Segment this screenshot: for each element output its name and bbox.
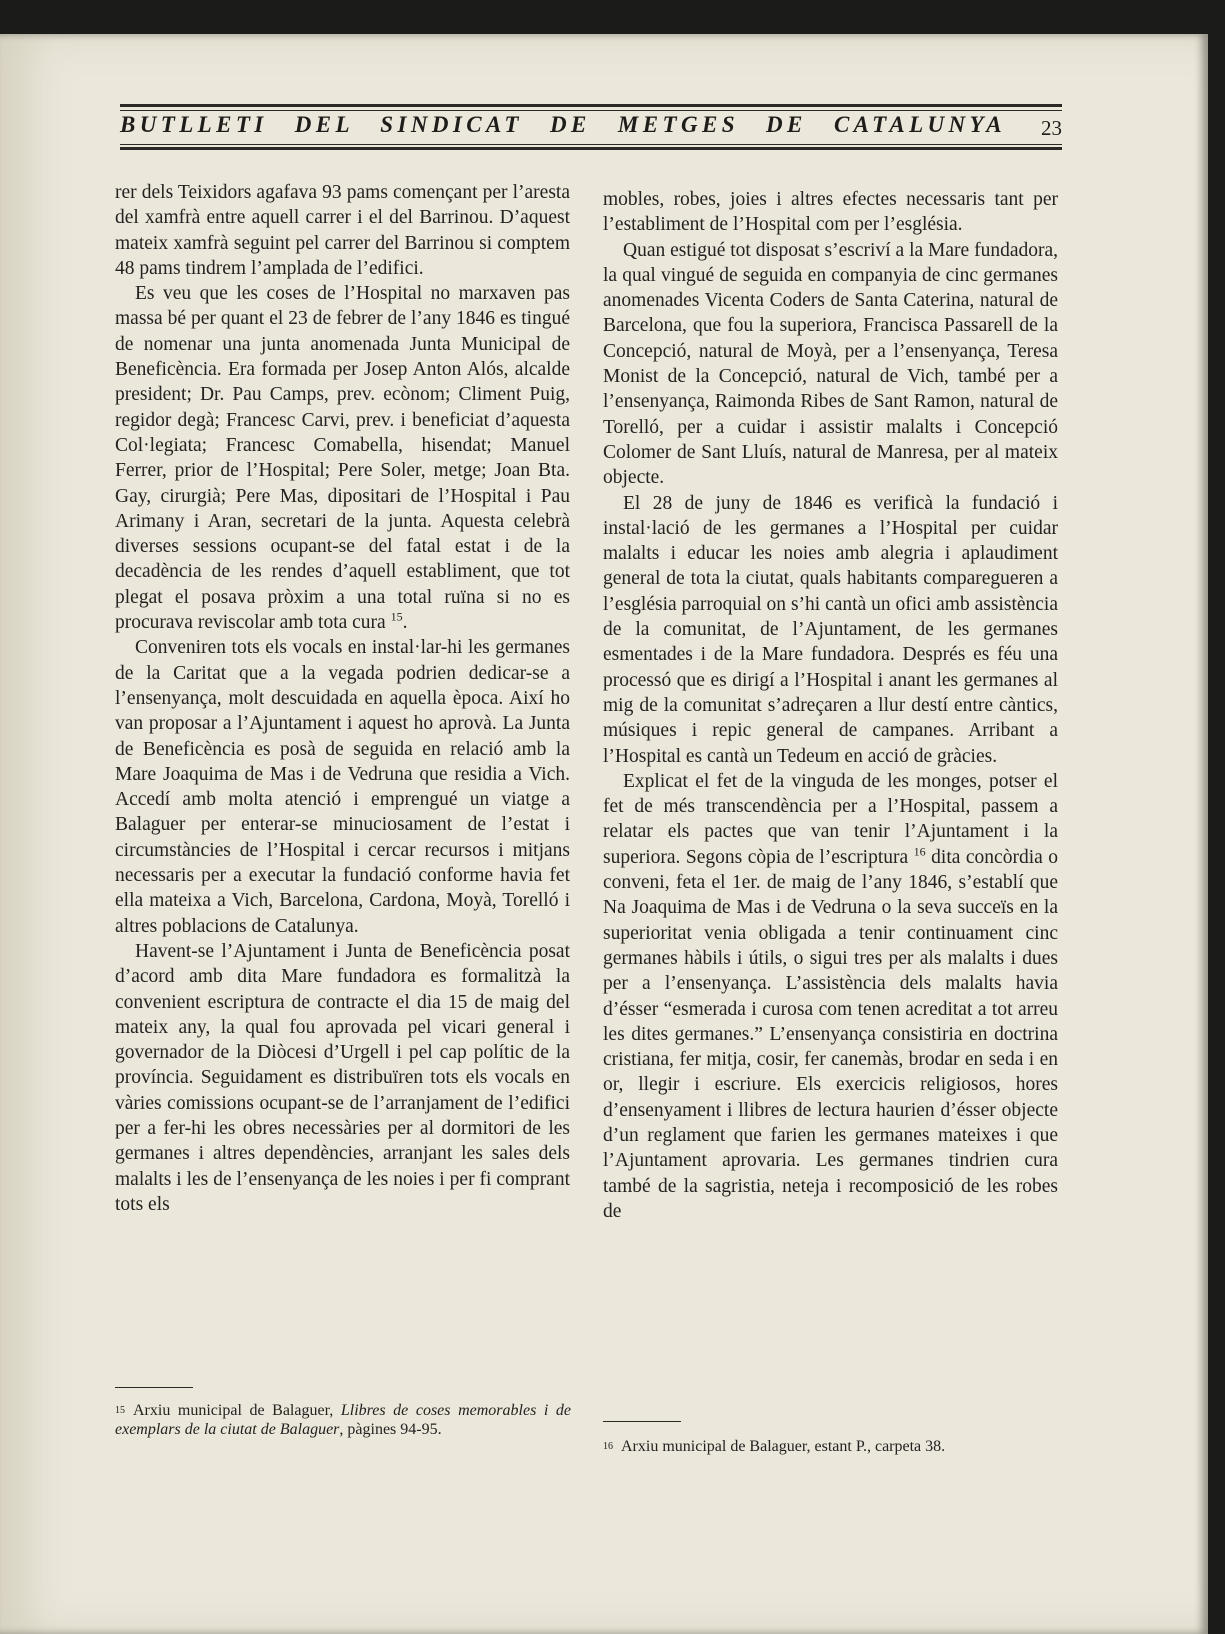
footnote-text: Arxiu municipal de Balaguer, estant P., carpeta 38. bbox=[621, 1438, 946, 1455]
header-rule-bottom bbox=[120, 147, 1062, 150]
footnote-title: Llibres de coses memorables i de exemplars de la ciutat de Balaguer bbox=[115, 1402, 571, 1438]
paragraph: Havent-se l’Ajuntament i Junta de Beneficència posat d’acord amb dita Mare fundadora es formalitzà la convenient escriptura de contracte el dia 15 de maig del mateix any, la qual fou aprovada pel vicari general i governador de la Diòcesi d’Urgell i pel cap polític de la província. Seguidament es distribuïren tots els vocals en vàries comissions ocupant-se de l’arranjament de l’edifici per a fer-hi les obres necessàries per al dormitori de les germanes i altres dependències, arranjant les sales dels malalts i les de l’ensenyança de les noies i per fi comprant tots els bbox=[115, 940, 570, 1215]
footnote-text-end: , pàgines 94-95. bbox=[339, 1420, 442, 1438]
paragraph: mobles, robes, joies i altres efectes necessaris tant per l’establiment de l’Hospital com per l’església. bbox=[603, 189, 1058, 236]
footnote-number: 15 bbox=[115, 1405, 125, 1416]
footnote-ref: 15 bbox=[390, 609, 403, 624]
footnote-number: 16 bbox=[603, 1441, 613, 1452]
right-column bbox=[603, 187, 1058, 1224]
footnote-15 bbox=[115, 1402, 571, 1439]
paragraph: Conveniren tots els vocals en instal·lar-hi les germanes de la Caritat que a la vegada podrien dedicar-se a l’ensenyança, molt descuidada en aquella època. Així ho van proposar a l’Ajuntament i aquest ho aprovà. La Junta de Beneficència es posà de seguida en relació amb la Mare Joaquima de Mas i de Vedruna que residia a Vich. Accedí amb molta atenció i emprengué un viatge a Balaguer per enterar-se minuciosament de l’estat i circumstàncies de l’Hospital i cercar recursos i mitjans necessaris per a executar la fundació conforme havia fet ella mateixa a Vich, Barcelona, Cardona, Moyà, Torelló i altres poblacions de Catalunya. bbox=[115, 637, 570, 937]
header-rule-top-thin bbox=[120, 110, 1062, 111]
footnote-rule bbox=[115, 1387, 193, 1388]
running-header bbox=[120, 104, 1062, 156]
paragraph: rer dels Teixidors agafava 93 pams començant per l’aresta del xamfrà entre aquell carrer i el del Barrinou. D’aquest mateix xamfrà seguint pel carrer del Barrinou si comptem 48 pams tindrem l’amplada de l’edifici. bbox=[115, 182, 570, 279]
header-rule-top bbox=[120, 104, 1062, 107]
left-column bbox=[115, 180, 570, 1217]
paragraph bbox=[603, 769, 1058, 1224]
footnote-16 bbox=[603, 1438, 1058, 1457]
paragraph-text: Explicat el fet de la vinguda de les monges, potser el fet de més transcendència per a l’Hospital, passem a relatar els pactes que van tenir l’Ajuntament i la superiora. Segons còpia de l’escriptura bbox=[603, 770, 1058, 868]
page-number: 23 bbox=[1041, 116, 1062, 140]
header-rule-bottom-thin bbox=[120, 144, 1062, 145]
running-title: BUTLLETI DEL SINDICAT DE METGES DE CATALUNYA bbox=[120, 112, 1007, 137]
footnote-rule bbox=[603, 1421, 681, 1422]
footnote-ref: 16 bbox=[913, 844, 926, 859]
paragraph-text-cont: dita concòrdia o conveni, feta el 1er. de maig de l’any 1846, s’establí que Na Joaquima de Mas i de Vedruna o la seva succeïs en la superioritat venia obligada a tenir continuament cinc germanes hàbils i útils, o sigui tres per als malalts i dues per a l’ensenyança. L’assistència dels malalts havia d’ésser “esmerada i curosa com tenen acreditat a tot arreu les dites germanes.” L’ensenyança consistiria en doctrina cristiana, fer mitja, cosir, fer canemàs, brodar en seda i en or, llegir i escriure. Els exercicis religiosos, hores d’ensenyament i llibres de lectura haurien d’ésser objecte d’un reglament que farien les germanes mateixes i que l’Ajuntament aprovaria. Les germanes tindrien cura també de la sagristia, neteja i recomposició de les robes de bbox=[603, 846, 1059, 1222]
paragraph bbox=[115, 281, 570, 635]
footnote-text: Arxiu municipal de Balaguer, bbox=[133, 1402, 341, 1419]
paragraph-text: Es veu que les coses de l’Hospital no marxaven pas massa bé per quant el 23 de febrer de l’any 1846 es tingué de nomenar una junta anomenada Junta Municipal de Beneficència. Era formada per Josep Anton Alós, alcalde president; Dr. Pau Camps, prev. ecònom; Climent Puig, regidor degà; Francesc Carvi, prev. i beneficiat d’aquesta Col·legiata; Francesc Comabella, hisendat; Manuel Ferrer, prior de l’Hospital; Pere Soler, metge; Joan Bta. Gay, cirurgià; Pere Mas, dipositari de l’Hospital i Pau Arimany i Aran, secretari de la junta. Aquesta celebrà diverses sessions ocupant-se del fatal estat i de la decadència de les rendes d’aquell establiment, que tot plegat el posava pròxim a una total ruïna si no es procurava reviscolar amb tota cura bbox=[115, 283, 570, 634]
paragraph-end: . bbox=[402, 612, 408, 634]
paragraph: Quan estigué tot disposat s’escriví a la Mare fundadora, la qual vingué de seguida en companyia de cinc germanes anomenades Vicenta Coders de Santa Caterina, natural de Barcelona, que fou la superiora, Francisca Passarell de la Concepció, natural de Moyà, per a l’ensenyança, Teresa Monist de la Concepció, natural de Vich, també per a l’ensenyança, Raimonda Ribes de Sant Ramon, natural de Torelló, per a cuidar i assistir malalts i Concepció Colomer de Sant Lluís, natural de Manresa, per al mateix objecte. bbox=[603, 239, 1058, 489]
paragraph: El 28 de juny de 1846 es verificà la fundació i instal·lació de les germanes a l’Hospital per cuidar malalts i educar les noies amb alegria i aplaudiment general de tota la ciutat, quals habitants comparegueren a l’església parroquial on s’hi cantà un ofici amb assistència de la comunitat, de l’Ajuntament, de les germanes esmentades i de la Mare fundadora. Després es féu una processó que es dirigí a l’Hospital i anant les germanes al mig de la comunitat s’adreçaren a llur destí entre càntics, músiques i repic general de campanes. Arribant a l’Hospital es cantà un Tedeum en acció de gràcies. bbox=[603, 492, 1058, 767]
